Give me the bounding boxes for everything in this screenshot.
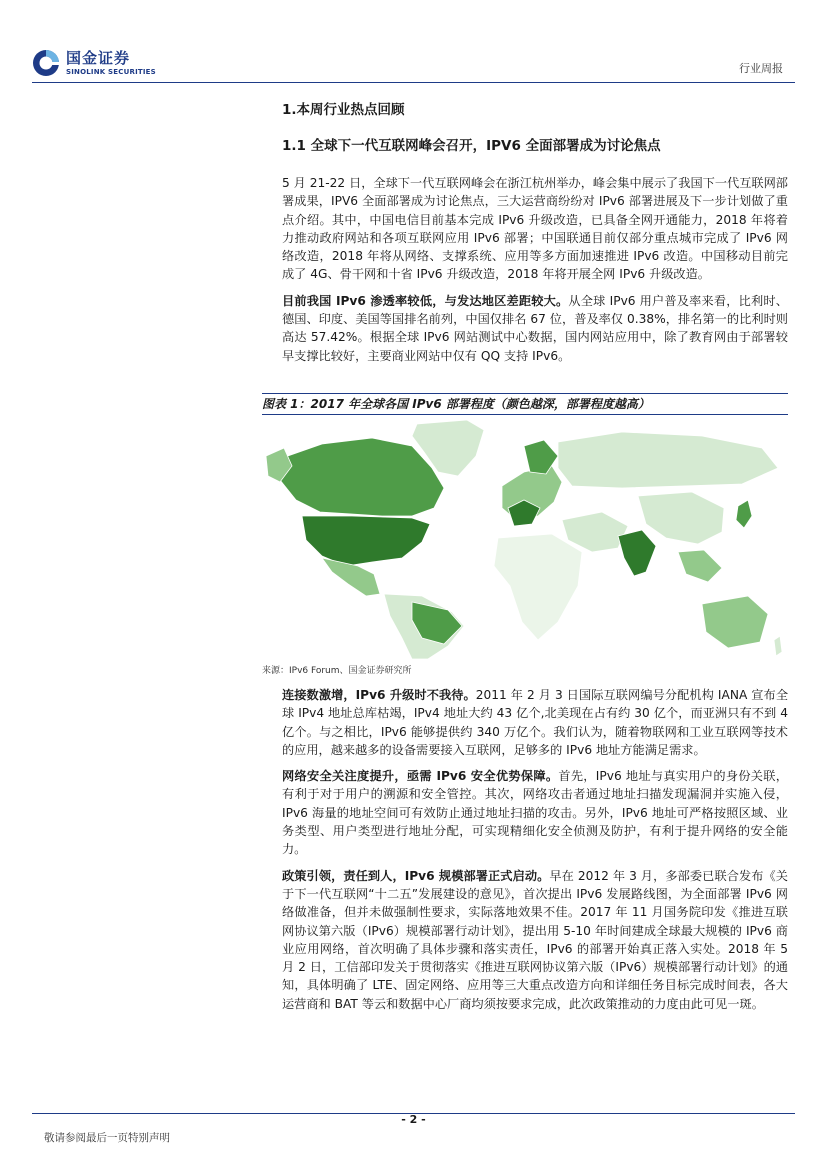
report-type-label: 行业周报 — [739, 62, 783, 75]
paragraph-summit: 5 月 21-22 日，全球下一代互联网峰会在浙江杭州举办，峰会集中展示了我国下一代互联网部署成果，IPV6 全面部署成为讨论焦点，三大运营商纷纷对 IPv6 部署进展及下一步计划做了重点介绍。其中，中国电信目前基本完成 IPv6 升级改造，已具备全网开通能力，2018 年将着力推动政府网站和各项互联网应用 IPv6 部署；中国联通目前仅部分重点城市完成了 IPv6 网络改造，2018 年将从网络、支撑系统、应用等多方面加速推进 IPv6 改造。中国移动目前完成了 4G、骨干网和十省 IPv6 升级改造，2018 年将开展全网 IPv6 升级改造。 — [282, 176, 788, 282]
paragraph-body: 从全球 IPv6 用户普及率来看，比利时、德国、印度、美国等国排名前列，中国仅排名 67 位，普及率仅 0.38%，排名第一的比利时则高达 57.42%。根据全球 IPv6 网站测试中心数据，国内网站应用中，除了教育网由于部署较早支撑比较好，主要商业网站中仅有 QQ 支持 IPv6。 — [282, 293, 788, 363]
map-southeast-asia — [678, 550, 722, 582]
map-japan — [736, 500, 752, 528]
paragraph-penetration — [282, 292, 788, 365]
upper-content — [282, 96, 788, 365]
map-australia — [702, 596, 768, 648]
header-divider — [32, 82, 795, 83]
brand-name-en: SINOLINK SECURITIES — [66, 67, 156, 76]
paragraph-security — [282, 767, 788, 858]
map-china — [638, 492, 724, 544]
lower-content — [282, 686, 788, 1021]
figure-header — [262, 393, 788, 415]
map-new-zealand — [774, 636, 782, 656]
paragraph-body: 2011 年 2 月 3 日国际互联网编号分配机构 IANA 宣布全球 IPv4 地址总库枯竭，IPv4 地址大约 43 亿个,北美现在占有约 30 亿个，而亚洲只有不到 4 亿个。与之相比，IPv6 能够提供约 340 万亿个。我们认为，随着物联网和工业互联网等技术的应用，越来越多的设备需要接入互联网，足够多的 IPv6 地址方能满足需求。 — [282, 688, 789, 757]
logo-mark-icon — [32, 49, 60, 77]
paragraph-lead: 目前我国 IPv6 渗透率较低，与发达地区差距较大。 — [282, 293, 569, 308]
figure-title: 图表 1：2017 年全球各国 IPv6 部署程度（颜色越深，部署程度越高） — [262, 397, 650, 411]
section-heading: 1.本周行业热点回顾 — [282, 102, 405, 118]
world-map-graphic — [262, 416, 788, 659]
paragraph-policy — [282, 867, 788, 1013]
figure-source: 来源：IPv6 Forum、国金证券研究所 — [262, 666, 412, 676]
company-logo — [32, 48, 156, 78]
paragraph-lead: 政策引领，责任到人，IPv6 规模部署正式启动。 — [282, 868, 550, 883]
map-india — [618, 530, 656, 576]
paragraph-connections — [282, 686, 788, 759]
map-canada — [280, 438, 444, 516]
brand-name-cn: 国金证券 — [66, 48, 131, 67]
paragraph-body: 早在 2012 年 3 月，多部委已联合发布《关于下一代互联网“十二五”发展建设的意见》，首次提出 IPv6 发展路线图，为全面部署 IPv6 网络做准备，但并未做强制性要求，实际落地效果不佳。2017 年 11 月国务院印发《推进互联网协议第六版（IPv6）规模部署行动计划》，提出用 5-10 年时间建成全球最大规模的 IPv6 商业应用网络，首次明确了具体步骤和落实责任，IPv6 的部署开始真正落入实处。2018 年 5 月 2 日，工信部印发关于贯彻落实《推进互联网协议第六版（IPv6）规模部署行动计划》的通知，具体明确了 LTE、固定网络、应用等三大重点改造方向和详细任务目标完成时间表，各大运营商和 BAT 等云和数据中心厂商均须按要求完成，此次政策推动的力度由此可见一斑。 — [282, 868, 788, 1011]
page-number: - 2 - — [401, 1113, 426, 1126]
map-usa — [302, 516, 430, 566]
paragraph-lead: 网络安全关注度提升，亟需 IPv6 安全优势保障。 — [282, 769, 559, 784]
paragraph-body: 首先，IPv6 地址与真实用户的身份关联，有利于对于用户的溯源和安全管控。其次，网络攻击者通过地址扫描发现漏洞并实施入侵，IPv6 海量的地址空间可有效防止通过地址扫描的攻击。另外，IPv6 地址可严格按照区域、业务类型、用户类型进行地址分配，可实现精细化安全侦测及防护，有利于提升网络的安全能力。 — [282, 769, 788, 857]
world-map — [262, 416, 788, 659]
disclaimer-text: 敬请参阅最后一页特别声明 — [44, 1132, 170, 1144]
paragraph-lead: 连接数激增，IPv6 升级时不我待。 — [282, 688, 476, 702]
figure-divider-bottom — [262, 414, 788, 415]
map-russia — [558, 432, 778, 488]
map-africa — [494, 534, 582, 640]
subsection-heading: 1.1 全球下一代互联网峰会召开，IPV6 全面部署成为讨论焦点 — [282, 138, 661, 154]
